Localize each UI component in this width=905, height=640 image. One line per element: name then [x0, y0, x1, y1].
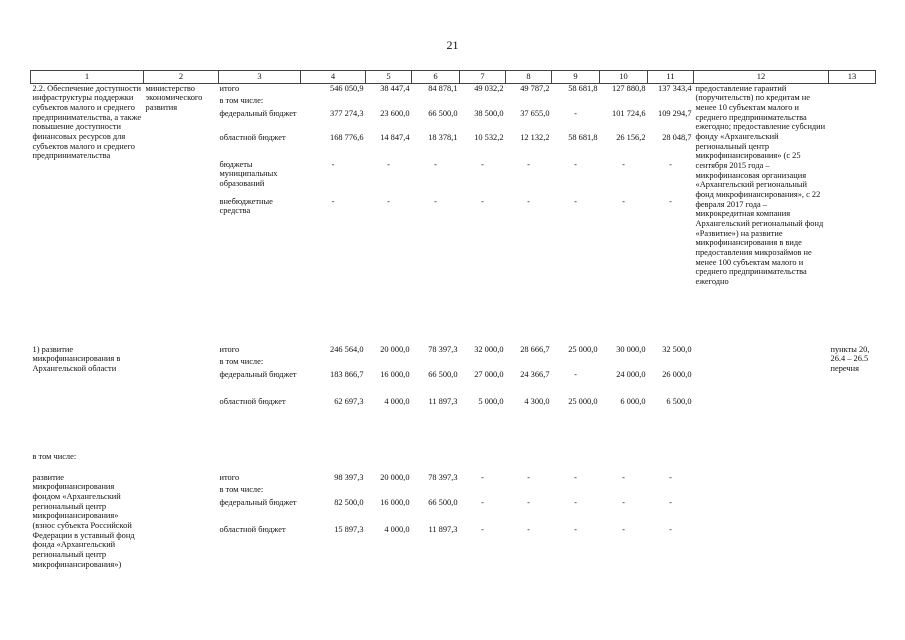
- value-cell: 168 776,6: [330, 132, 364, 142]
- value-cell: [301, 485, 366, 498]
- value-cell: -: [434, 196, 437, 206]
- value-cell: -: [574, 524, 577, 534]
- block3-executor: [144, 473, 219, 605]
- value-cell: 20 000,0: [380, 344, 410, 354]
- value-cell: 6 500,0: [666, 396, 692, 406]
- value-cell: 26 000,0: [662, 369, 692, 379]
- value-cell: -: [574, 369, 577, 379]
- column-header-6: 6: [412, 71, 460, 84]
- value-cell: [552, 357, 600, 370]
- value-cell: 15 897,3: [334, 524, 364, 534]
- value-cell: -: [387, 159, 390, 169]
- value-cell: 66 500,0: [428, 369, 458, 379]
- value-cell: 101 724,6: [612, 108, 646, 118]
- value-cell: 6 000,0: [620, 396, 646, 406]
- program-table: [30, 70, 876, 605]
- block2-note: пункты 20, 26.4 – 26.5 перечня: [830, 344, 870, 374]
- value-cell: 183 866,7: [330, 369, 364, 379]
- source-label: итого: [219, 83, 240, 93]
- value-cell: 23 600,0: [380, 108, 410, 118]
- block3-name: развитие микрофинансирования фондом «Архангельский региональный центр микрофинансирования» (взнос субъекта Российской Федерации в уставный фонд фонда «Архангельский региональный центр микрофинансирования»): [32, 472, 135, 569]
- value-cell: [366, 485, 412, 498]
- source-label: федеральный бюджет: [219, 108, 297, 118]
- value-cell: 25 000,0: [568, 344, 598, 354]
- including-row: [31, 452, 876, 473]
- source-label: федеральный бюджет: [219, 497, 297, 507]
- value-cell: 20 000,0: [380, 472, 410, 482]
- value-cell: [552, 485, 600, 498]
- block1-executor: министерство экономического развития: [145, 83, 203, 113]
- value-cell: -: [434, 159, 437, 169]
- value-cell: -: [527, 472, 530, 482]
- value-cell: [648, 96, 694, 109]
- value-cell: -: [527, 159, 530, 169]
- value-cell: 18 378,1: [428, 132, 458, 142]
- value-cell: 98 397,3: [334, 472, 364, 482]
- value-cell: -: [481, 159, 484, 169]
- block3-description: [694, 473, 829, 605]
- value-cell: 10 532,2: [474, 132, 504, 142]
- value-cell: 24 000,0: [616, 369, 646, 379]
- value-cell: -: [622, 497, 625, 507]
- value-cell: -: [387, 196, 390, 206]
- source-label: в том числе:: [219, 484, 264, 494]
- value-cell: -: [574, 497, 577, 507]
- source-label: бюджеты муниципальных образований: [219, 159, 278, 189]
- value-cell: [648, 485, 694, 498]
- value-cell: [506, 357, 552, 370]
- value-cell: [366, 357, 412, 370]
- value-cell: -: [669, 159, 672, 169]
- value-cell: [506, 96, 552, 109]
- value-cell: -: [481, 524, 484, 534]
- value-cell: 546 050,9: [330, 83, 364, 93]
- source-label: итого: [219, 472, 240, 482]
- value-cell: [301, 357, 366, 370]
- value-cell: 11 897,3: [428, 524, 458, 534]
- value-cell: [366, 96, 412, 109]
- block1-name: 2.2. Обеспечение доступности инфраструктуры поддержки субъектов малого и среднего предпринимательства, а также повышение доступности финансовых ресурсов для субъектов малого и среднего предпринимательства: [32, 83, 142, 161]
- value-cell: -: [622, 524, 625, 534]
- value-cell: -: [622, 196, 625, 206]
- source-label: в том числе:: [219, 95, 264, 105]
- value-cell: 38 447,4: [380, 83, 410, 93]
- block1-note: [829, 83, 876, 341]
- value-cell: 377 274,3: [330, 108, 364, 118]
- block2-executor: [144, 345, 219, 452]
- source-label: областной бюджет: [219, 524, 286, 534]
- column-header-5: 5: [366, 71, 412, 84]
- block2-name: 1) развитие микрофинансирования в Архангельской области: [32, 344, 121, 374]
- value-cell: [600, 96, 648, 109]
- block2-description: [694, 345, 829, 452]
- value-cell: 28 666,7: [520, 344, 550, 354]
- column-header-2: 2: [144, 71, 219, 84]
- column-header-1: 1: [31, 71, 144, 84]
- value-cell: 66 500,0: [428, 497, 458, 507]
- value-cell: 12 132,2: [520, 132, 550, 142]
- column-header-7: 7: [460, 71, 506, 84]
- value-cell: 4 000,0: [384, 396, 410, 406]
- value-cell: -: [527, 196, 530, 206]
- value-cell: 127 880,8: [612, 83, 646, 93]
- value-cell: [460, 357, 506, 370]
- column-header-13: 13: [829, 71, 876, 84]
- value-cell: 25 000,0: [568, 396, 598, 406]
- value-cell: 62 697,3: [334, 396, 364, 406]
- block3-note: [829, 473, 876, 605]
- value-cell: -: [622, 159, 625, 169]
- value-cell: [648, 357, 694, 370]
- block1-description: предоставление гарантий (поручительств) по кредитам не менее 10 субъектам малого и среднего предпринимательства ежегодно; предоставление субсидии фонду «Архангельский региональный центр микрофинансирования» (с 25 сентября 2015 года – микрофинансовая организация «Архангельский региональный фонд микрофинансирования», с 22 февраля 2017 года – микрокредитная компания Архангельский региональный фонд «Развитие») на развитие микрофинансирования в виде предоставления микрозаймов не менее 100 субъектам малого и среднего предпринимательства ежегодно: [695, 83, 826, 286]
- value-cell: 4 300,0: [524, 396, 550, 406]
- value-cell: -: [622, 472, 625, 482]
- value-cell: [460, 96, 506, 109]
- value-cell: 58 681,8: [568, 132, 598, 142]
- value-cell: [506, 485, 552, 498]
- value-cell: 137 343,4: [658, 83, 692, 93]
- value-cell: [412, 485, 460, 498]
- value-cell: -: [331, 159, 335, 169]
- value-cell: -: [527, 497, 530, 507]
- source-label: в том числе:: [219, 356, 264, 366]
- value-cell: 4 000,0: [384, 524, 410, 534]
- value-cell: 24 366,7: [520, 369, 550, 379]
- value-cell: 109 294,7: [658, 108, 692, 118]
- value-cell: 30 000,0: [616, 344, 646, 354]
- value-cell: 28 048,7: [662, 132, 692, 142]
- value-cell: 14 847,4: [380, 132, 410, 142]
- value-cell: 5 000,0: [478, 396, 504, 406]
- source-label: областной бюджет: [219, 396, 286, 406]
- value-cell: -: [481, 472, 484, 482]
- value-cell: [412, 96, 460, 109]
- value-cell: -: [574, 108, 577, 118]
- value-cell: -: [574, 159, 577, 169]
- value-cell: 27 000,0: [474, 369, 504, 379]
- value-cell: 78 397,3: [428, 472, 458, 482]
- column-header-11: 11: [648, 71, 694, 84]
- column-header-4: 4: [301, 71, 366, 84]
- value-cell: 32 500,0: [662, 344, 692, 354]
- value-cell: 11 897,3: [428, 396, 458, 406]
- value-cell: 49 787,2: [520, 83, 550, 93]
- value-cell: 26 156,2: [616, 132, 646, 142]
- value-cell: [301, 96, 366, 109]
- table-row: [31, 345, 876, 357]
- column-header-12: 12: [694, 71, 829, 84]
- table-row: [31, 83, 876, 96]
- column-number-row: [31, 71, 876, 84]
- value-cell: [552, 96, 600, 109]
- page-number: 21: [446, 38, 459, 52]
- value-cell: -: [481, 196, 484, 206]
- value-cell: 37 655,0: [520, 108, 550, 118]
- including-label: в том числе:: [32, 451, 77, 461]
- value-cell: 78 397,3: [428, 344, 458, 354]
- value-cell: -: [331, 196, 335, 206]
- value-cell: -: [669, 196, 672, 206]
- column-header-3: 3: [219, 71, 301, 84]
- value-cell: [600, 485, 648, 498]
- column-header-8: 8: [506, 71, 552, 84]
- value-cell: [460, 485, 506, 498]
- value-cell: -: [669, 497, 672, 507]
- value-cell: 32 000,0: [474, 344, 504, 354]
- value-cell: -: [574, 472, 577, 482]
- value-cell: 82 500,0: [334, 497, 364, 507]
- value-cell: -: [669, 472, 672, 482]
- source-label: внебюджетные средства: [219, 196, 273, 216]
- value-cell: 246 564,0: [330, 344, 364, 354]
- column-header-10: 10: [600, 71, 648, 84]
- value-cell: 58 681,8: [568, 83, 598, 93]
- source-label: итого: [219, 344, 240, 354]
- value-cell: [412, 357, 460, 370]
- value-cell: 84 878,1: [428, 83, 458, 93]
- value-cell: -: [527, 524, 530, 534]
- value-cell: -: [574, 196, 577, 206]
- source-label: областной бюджет: [219, 132, 286, 142]
- column-header-9: 9: [552, 71, 600, 84]
- value-cell: -: [481, 497, 484, 507]
- table-row: [31, 473, 876, 485]
- value-cell: 16 000,0: [380, 497, 410, 507]
- value-cell: 66 500,0: [428, 108, 458, 118]
- value-cell: 49 032,2: [474, 83, 504, 93]
- value-cell: -: [669, 524, 672, 534]
- value-cell: 38 500,0: [474, 108, 504, 118]
- value-cell: [600, 357, 648, 370]
- value-cell: 16 000,0: [380, 369, 410, 379]
- source-label: федеральный бюджет: [219, 369, 297, 379]
